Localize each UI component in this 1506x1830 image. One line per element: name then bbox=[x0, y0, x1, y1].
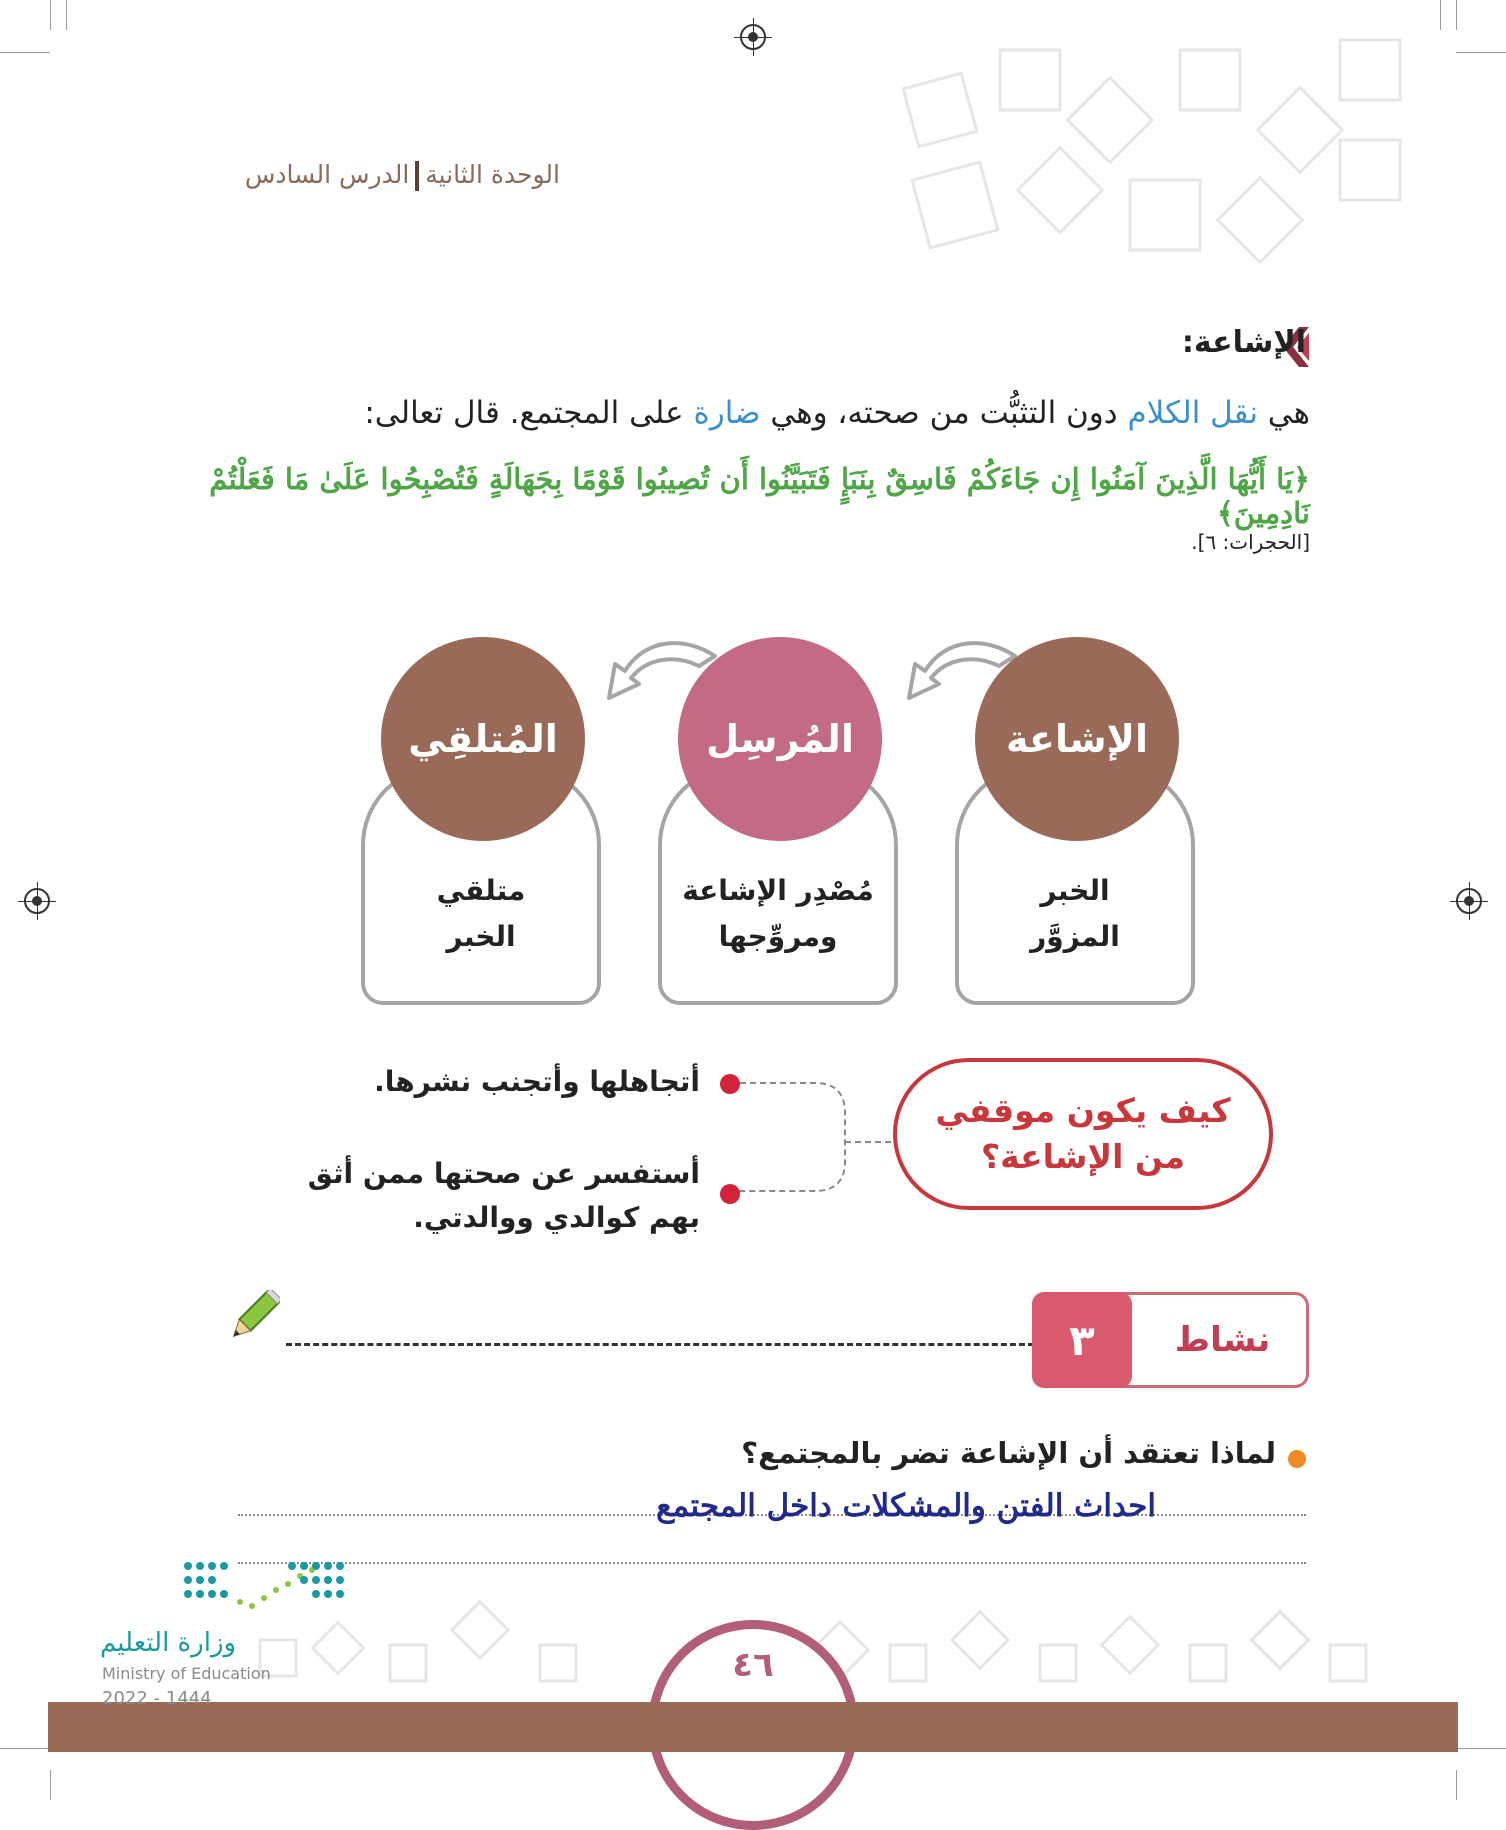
stance-answer-line: بهم كوالدي ووالدتي. bbox=[413, 1201, 700, 1234]
activity-dashed-line bbox=[286, 1343, 1034, 1346]
decorative-pattern-top bbox=[880, 30, 1440, 300]
activity-number: ٣ bbox=[1032, 1292, 1132, 1388]
ministry-logo-icon bbox=[180, 1558, 350, 1618]
crop-mark bbox=[1440, 0, 1441, 30]
crop-mark bbox=[1456, 52, 1506, 53]
crop-mark bbox=[1456, 1748, 1506, 1749]
ministry-year: 2022 - 1444 bbox=[102, 1688, 212, 1709]
rumor-circle: الإشاعة bbox=[975, 637, 1179, 841]
question-bullet bbox=[1288, 1450, 1306, 1468]
breadcrumb bbox=[190, 160, 560, 191]
stance-question-line: كيف يكون موقفي bbox=[935, 1091, 1231, 1130]
stance-answer-line: أستفسر عن صحتها ممن أثق bbox=[307, 1157, 700, 1190]
exercise-answer[interactable]: احداث الفتن والمشكلات داخل المجتمع bbox=[656, 1488, 1156, 1524]
sender-circle: المُرسِل bbox=[678, 637, 882, 841]
quran-verse: ﴿يَا أَيُّهَا الَّذِينَ آمَنُوا إِن جَاءَكُمْ فَاسِقٌ بِنَبَإٍ فَتَبَيَّنُوا أَن تُصِيبُوا قَوْمًا بِجَهَالَةٍ فَتُصْبِحُوا عَلَىٰ مَا فَعَلْتُمْ نَادِمِينَ﴾ bbox=[209, 462, 1310, 530]
card-line: المزوَّر bbox=[1030, 920, 1120, 953]
page-number: ٤٦ bbox=[732, 1645, 774, 1685]
card-description bbox=[955, 868, 1195, 960]
receiver-circle: المُتلقِي bbox=[381, 637, 585, 841]
crop-mark bbox=[1456, 0, 1457, 30]
ministry-name-arabic: وزارة التعليم bbox=[100, 1628, 237, 1658]
definition-highlight: ضارة bbox=[693, 395, 761, 431]
stance-question-box bbox=[893, 1058, 1273, 1210]
crop-mark bbox=[0, 52, 50, 53]
crop-mark bbox=[1456, 1770, 1457, 1800]
definition-part: على المجتمع. قال تعالى: bbox=[364, 395, 694, 431]
bullet-dot bbox=[720, 1184, 740, 1204]
card-line: الخبر bbox=[1040, 874, 1110, 907]
unit-label: الوحدة الثانية bbox=[425, 160, 560, 189]
card-description bbox=[658, 868, 898, 960]
bullet-dot bbox=[720, 1074, 740, 1094]
crop-mark bbox=[50, 0, 51, 30]
definition-highlight: نقل الكلام bbox=[1127, 395, 1258, 431]
definition-text bbox=[200, 395, 1310, 431]
breadcrumb-separator bbox=[415, 161, 419, 191]
crop-mark bbox=[50, 1770, 51, 1800]
definition-part: دون التثبُّت من صحته، وهي bbox=[760, 395, 1128, 431]
pencil-icon bbox=[224, 1290, 280, 1346]
stance-answer-1: أتجاهلها وأتجنب نشرها. bbox=[374, 1065, 700, 1098]
card-line: الخبر bbox=[446, 920, 516, 953]
footer-band-overlay bbox=[648, 1702, 858, 1752]
crop-mark bbox=[0, 1748, 50, 1749]
stance-question-line: من الإشاعة؟ bbox=[980, 1137, 1186, 1176]
card-description bbox=[361, 868, 601, 960]
lesson-label: الدرس السادس bbox=[244, 160, 410, 189]
answer-line bbox=[238, 1562, 1306, 1564]
card-line: مُصْدِر الإشاعة bbox=[682, 874, 874, 907]
section-title: الإشاعة: bbox=[1181, 325, 1306, 360]
registration-mark-left bbox=[24, 888, 50, 914]
crop-mark bbox=[66, 0, 67, 30]
card-line: متلقي bbox=[436, 874, 526, 907]
activity-label: نشاط bbox=[1174, 1320, 1271, 1360]
verse-reference: [الحجرات: ٦]. bbox=[1191, 530, 1310, 554]
ministry-name-english: Ministry of Education bbox=[102, 1664, 271, 1683]
definition-part: هي bbox=[1257, 395, 1310, 431]
registration-mark-right bbox=[1456, 888, 1482, 914]
connector-lines bbox=[720, 1075, 900, 1205]
registration-mark-top bbox=[740, 24, 766, 50]
card-line: ومروِّجها bbox=[718, 920, 838, 953]
stance-answer-2 bbox=[308, 1152, 700, 1240]
exercise-question: لماذا تعتقد أن الإشاعة تضر بالمجتمع؟ bbox=[741, 1436, 1276, 1470]
